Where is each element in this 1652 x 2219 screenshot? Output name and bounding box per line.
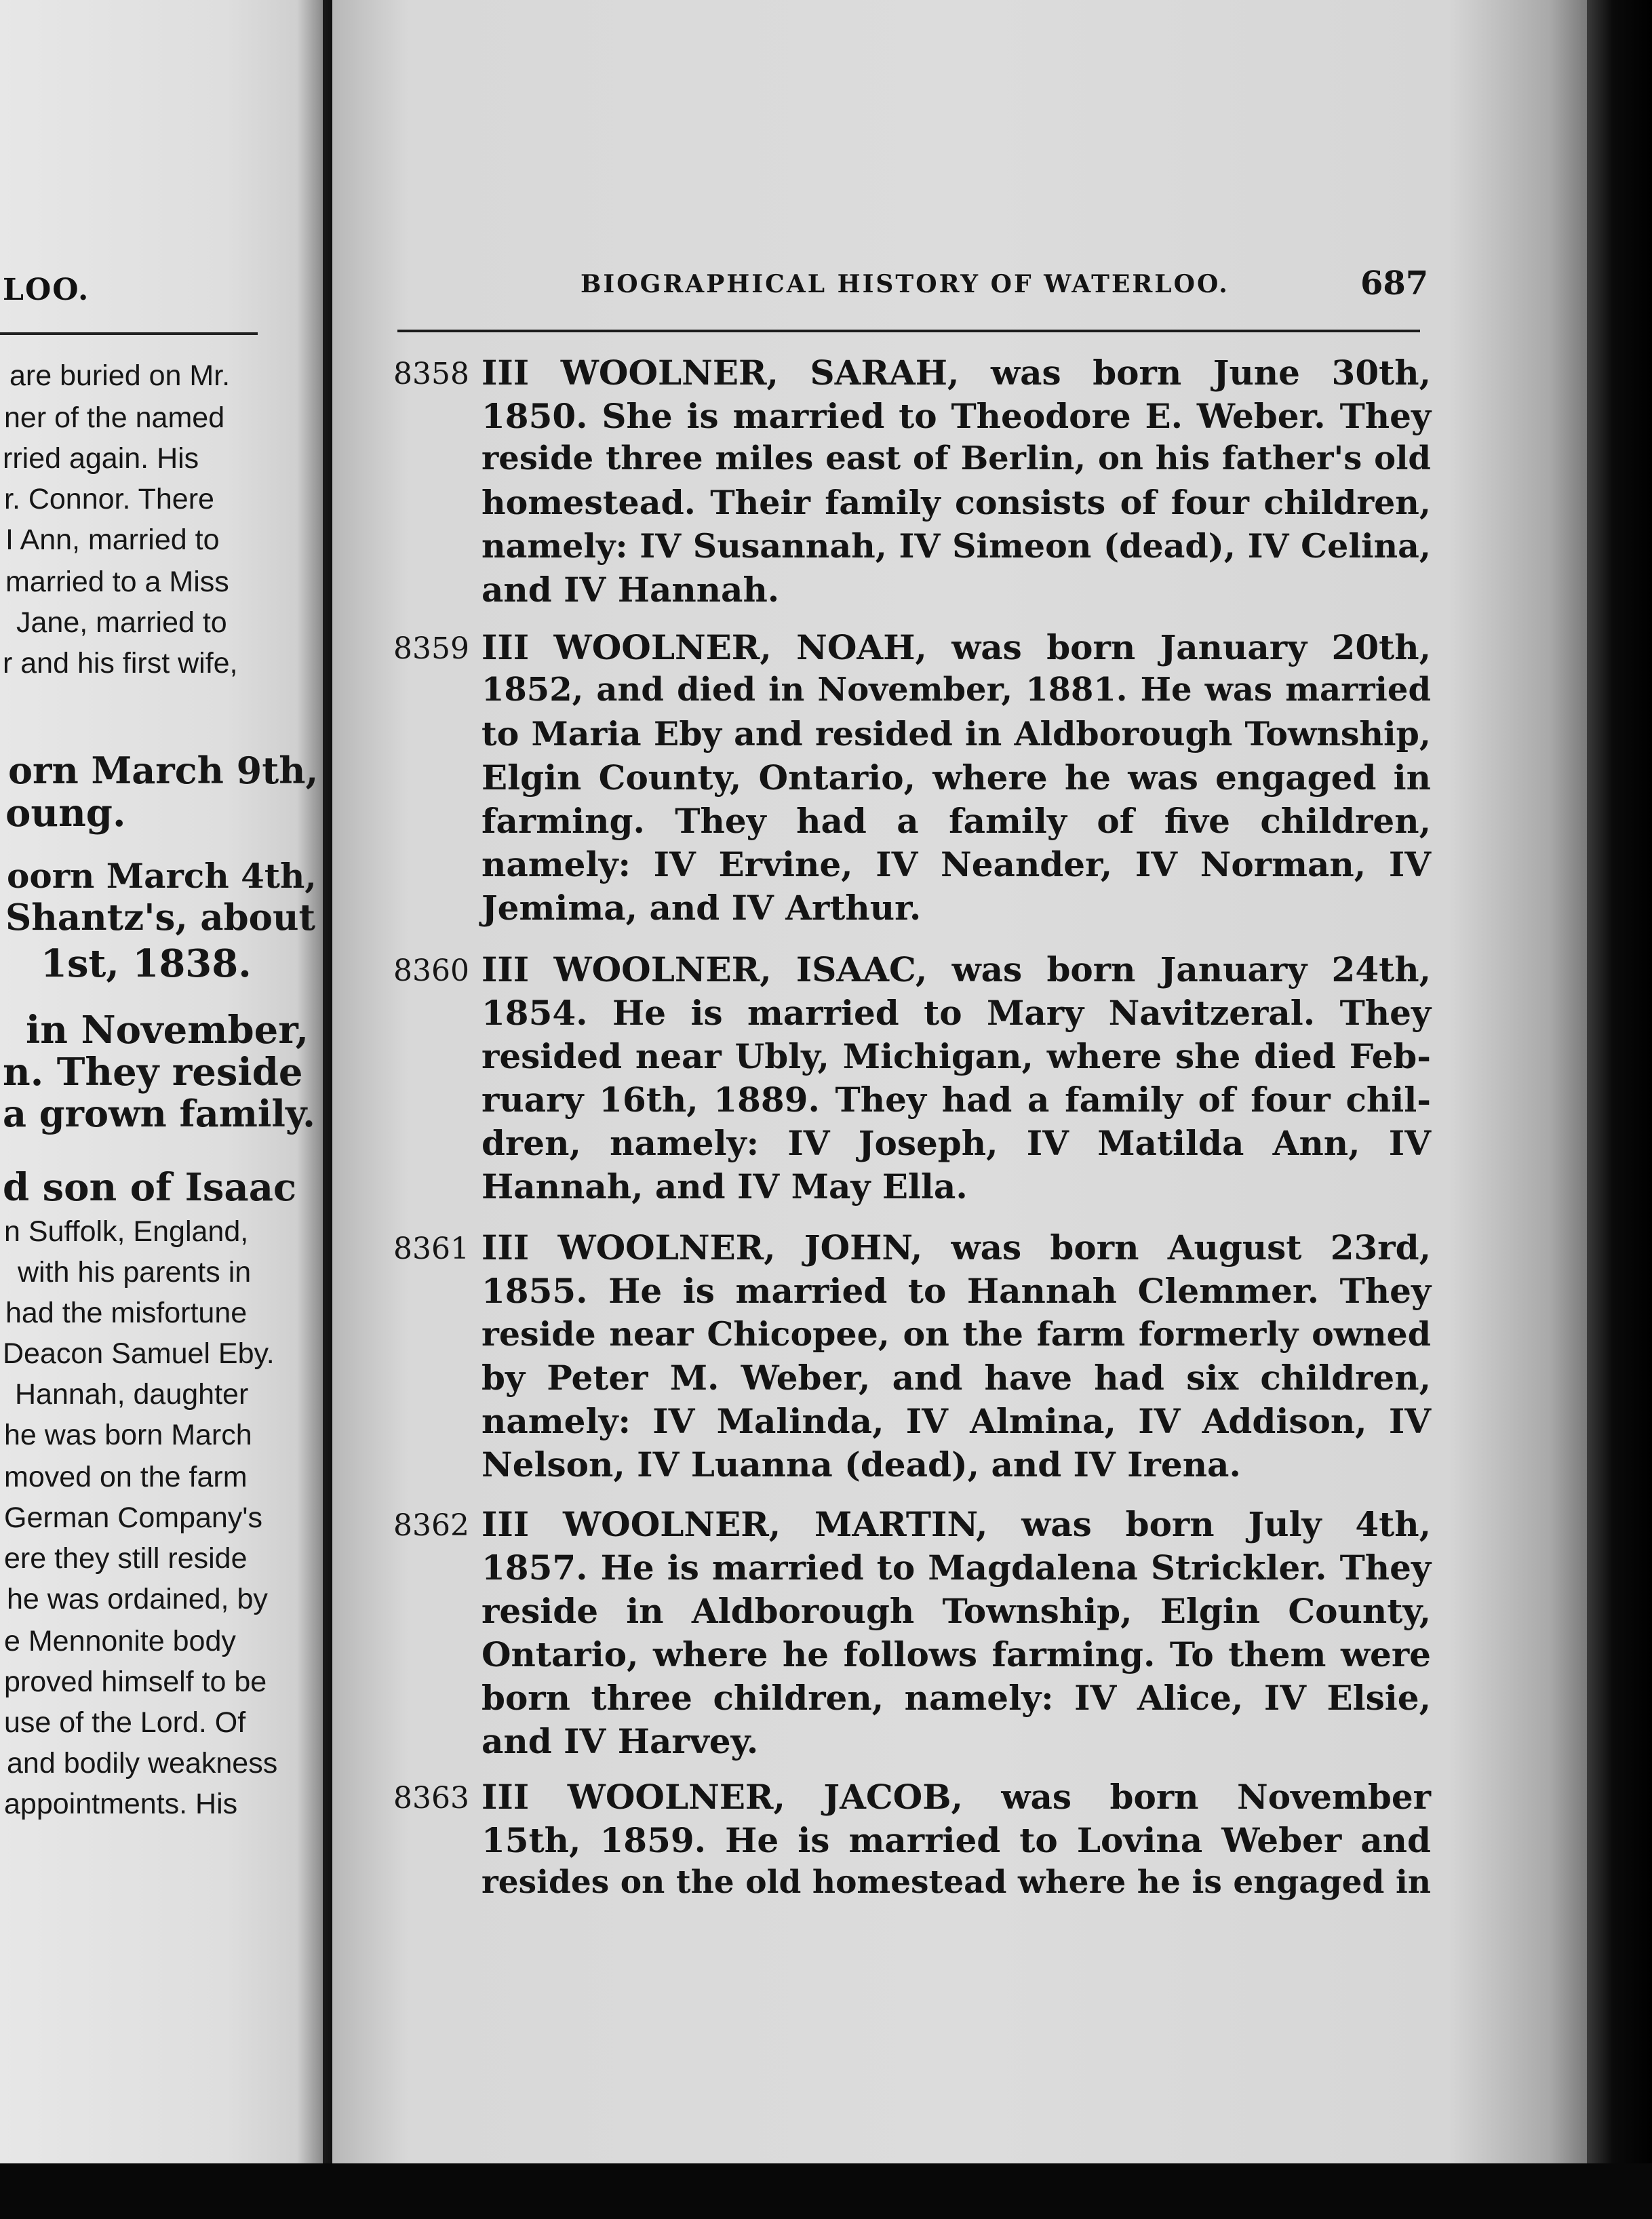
entry-text-line: Elgin County, Ontario, where he was engaged in [481, 758, 1431, 798]
entry-text-line: III WOOLNER, NOAH, was born January 20th, [481, 627, 1431, 667]
previous-page-line: in November, [26, 1008, 309, 1053]
entry-text-line: III WOOLNER, MARTIN, was born July 4th, [481, 1504, 1431, 1544]
entry-text-line: 15th, 1859. He is married to Lovina Weber and [481, 1820, 1431, 1860]
entry-text-line: III WOOLNER, JACOB, was born November [481, 1777, 1431, 1817]
entry-text-line: reside in Aldborough Township, Elgin County, [481, 1591, 1431, 1631]
entry-text-line: to Maria Eby and resided in Aldborough Township, [481, 714, 1431, 753]
entry-number: 8363 [393, 1781, 469, 1815]
genealogy-entry [393, 1504, 1438, 1765]
entry-text-line: namely: IV Malinda, IV Almina, IV Addison, IV [481, 1401, 1431, 1441]
previous-page-header-rule [0, 332, 258, 335]
entry-text-line: farming. They had a family of five children, [481, 801, 1431, 841]
previous-page-line: and bodily weakness [7, 1747, 278, 1780]
previous-page-line: with his parents in [18, 1256, 252, 1289]
genealogy-entry [393, 1777, 1438, 1907]
scan-bottom-border [0, 2163, 1652, 2219]
previous-page-line: orn March 9th, [8, 749, 319, 792]
genealogy-entry [393, 949, 1438, 1210]
entry-text-line: namely: IV Susannah, IV Simeon (dead), IV Celina, [481, 526, 1431, 566]
previous-page-line: I Ann, married to [5, 524, 220, 556]
entry-text-line: reside near Chicopee, on the farm formerly owned [481, 1314, 1431, 1354]
genealogy-entry [393, 353, 1438, 613]
previous-page-line: oorn March 4th, [7, 856, 317, 896]
previous-page-line: are buried on Mr. [9, 359, 231, 392]
previous-page-line: n. They reside [3, 1050, 303, 1095]
previous-page-line: a grown family. [3, 1092, 315, 1135]
entry-text-line: III WOOLNER, JOHN, was born August 23rd, [481, 1228, 1431, 1268]
previous-page-line: Hannah, daughter [15, 1378, 249, 1411]
previous-page-line: rried again. His [3, 442, 199, 475]
entry-number: 8360 [393, 954, 469, 988]
previous-page-line: he was born March [4, 1419, 252, 1451]
previous-page-line: German Company's [4, 1501, 263, 1534]
previous-page-line: he was ordained, by [7, 1583, 268, 1615]
entry-text-line: by Peter M. Weber, and have had six children, [481, 1358, 1431, 1398]
previous-page-line: had the misfortune [5, 1297, 248, 1329]
header-rule [397, 330, 1420, 332]
entry-text-line: III WOOLNER, ISAAC, was born January 24th, [481, 949, 1431, 989]
entry-text-line: and IV Harvey. [481, 1721, 759, 1761]
entry-number: 8362 [393, 1508, 469, 1543]
entry-number: 8358 [393, 357, 469, 391]
previous-page-line: Shantz's, about [5, 897, 315, 939]
entry-text-line: Hannah, and IV May Ella. [481, 1166, 968, 1206]
previous-page-line: e Mennonite body [4, 1625, 236, 1657]
entry-text-line: 1855. He is married to Hannah Clemmer. They [481, 1271, 1431, 1311]
previous-page-line: 1st, 1838. [41, 941, 252, 986]
entry-text-line: Jemima, and IV Arthur. [481, 888, 922, 928]
previous-page-line: ere they still reside [4, 1542, 248, 1575]
page-edge-shadow [1587, 0, 1652, 2219]
entry-text-line: ruary 16th, 1889. They had a family of four chil- [481, 1080, 1431, 1120]
previous-page-line: n Suffolk, England, [4, 1215, 249, 1248]
previous-page-line: appointments. His [4, 1788, 238, 1820]
entry-number: 8361 [393, 1232, 469, 1266]
entry-number: 8359 [393, 631, 469, 666]
previous-page-line: r and his first wife, [3, 647, 238, 680]
entry-text-line: resides on the old homestead where he is engaged in [481, 1864, 1431, 1901]
entry-text-line: dren, namely: IV Joseph, IV Matilda Ann, IV [481, 1123, 1431, 1163]
previous-page-line: Jane, married to [16, 606, 227, 639]
entry-text-line: Ontario, where he follows farming. To them were [481, 1634, 1431, 1674]
entry-text-line: 1852, and died in November, 1881. He was married [481, 671, 1431, 709]
previous-page-line: ner of the named [4, 401, 225, 434]
entry-text-line: homestead. Their family consists of four children, [481, 483, 1431, 522]
previous-page-running-head: LOO. [3, 273, 90, 307]
previous-page [0, 0, 323, 2219]
running-head: BIOGRAPHICAL HISTORY OF WATERLOO. [581, 270, 1230, 298]
entry-text-line: 1854. He is married to Mary Navitzeral. They [481, 993, 1431, 1033]
entry-text-line: 1857. He is married to Magdalena Strickler. They [481, 1548, 1431, 1588]
previous-page-line: moved on the farm [4, 1461, 248, 1493]
genealogy-entry [393, 627, 1438, 931]
previous-page-line: r. Connor. There [4, 483, 214, 515]
entry-text-line: reside three miles east of Berlin, on his father's old [481, 439, 1431, 477]
entry-text-line: resided near Ubly, Michigan, where she died Feb- [481, 1036, 1431, 1076]
previous-page-line: married to a Miss [5, 566, 229, 598]
page-number: 687 [1360, 264, 1429, 302]
previous-page-line: oung. [5, 791, 126, 836]
previous-page-line: d son of Isaac [3, 1165, 297, 1210]
entry-text-line: Nelson, IV Luanna (dead), and IV Irena. [481, 1445, 1241, 1485]
previous-page-line: Deacon Samuel Eby. [3, 1337, 275, 1370]
entry-text-line: born three children, namely: IV Alice, IV Elsie, [481, 1678, 1431, 1718]
entry-text-line: namely: IV Ervine, IV Neander, IV Norman, IV [481, 844, 1431, 884]
entry-text-line: 1850. She is married to Theodore E. Weber. They [481, 396, 1431, 436]
entry-text-line: and IV Hannah. [481, 570, 780, 610]
genealogy-entry [393, 1228, 1438, 1488]
entry-text-line: III WOOLNER, SARAH, was born June 30th, [481, 353, 1431, 393]
previous-page-line: proved himself to be [4, 1666, 267, 1698]
previous-page-line: use of the Lord. Of [4, 1706, 246, 1739]
